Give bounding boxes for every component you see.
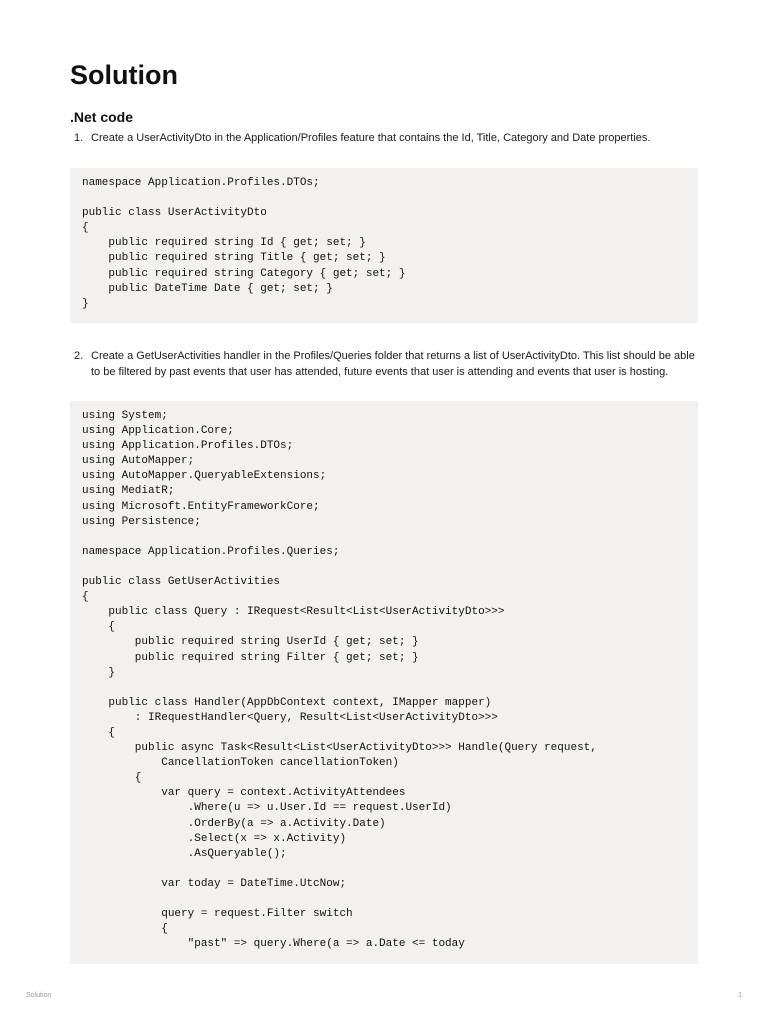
code-line: using Persistence;: [82, 515, 201, 528]
page-title: Solution: [70, 60, 178, 90]
footer-document-title: Solution: [26, 992, 52, 999]
step-number: 1.: [74, 132, 84, 144]
code-line: public required string Title { get; set; }: [82, 252, 386, 265]
code-line: public DateTime Date { get; set; }: [82, 282, 333, 295]
code-line: }: [82, 666, 116, 679]
code-line: using Application.Profiles.DTOs;: [82, 440, 294, 453]
code-line: {: [82, 621, 116, 634]
code-line: "past" => query.Where(a => a.Date <= today: [82, 938, 465, 951]
code-line: public class UserActivityDto: [82, 207, 267, 220]
code-line: public required string Id { get; set; }: [82, 237, 366, 250]
code-line: public class Query : IRequest<Result<List<UserActivityDto>>>: [82, 606, 505, 619]
code-line: using System;: [82, 410, 168, 422]
code-line: public required string Category { get; set; }: [82, 267, 406, 280]
code-line: {: [82, 222, 89, 235]
step-number: 2.: [74, 350, 84, 362]
code-line: [82, 892, 686, 907]
code-line: query = request.Filter switch: [82, 908, 353, 921]
code-line: : IRequestHandler<Query, Result<List<UserActivityDto>>>: [82, 711, 498, 724]
step-item: [74, 349, 698, 380]
code-line: namespace Application.Profiles.Queries;: [82, 545, 340, 558]
code-line: {: [82, 726, 116, 739]
step-text: Create a GetUserActivities handler in the Profiles/Queries folder that returns a list of UserActivityDto. This list should be able to be filtered by past events that user has attended, future events that user is attending and events that user is hosting.: [91, 350, 695, 378]
code-line: }: [82, 297, 89, 310]
code-line: namespace Application.Profiles.DTOs;: [82, 177, 320, 189]
code-line: public required string UserId { get; set; }: [82, 636, 419, 649]
code-line: CancellationToken cancellationToken): [82, 757, 399, 770]
code-line: [82, 681, 686, 696]
code-line: .AsQueryable();: [82, 847, 287, 860]
code-block-dto: [70, 168, 698, 323]
step-text: Create a UserActivityDto in the Application/Profiles feature that contains the Id, Title, Category and Date properties.: [91, 132, 651, 144]
footer-page-number: 1: [738, 992, 742, 999]
code-line: public required string Filter { get; set; }: [82, 651, 419, 664]
code-line: using Application.Core;: [82, 425, 234, 438]
code-line: public class GetUserActivities: [82, 576, 281, 589]
code-line: [82, 560, 686, 575]
code-line: {: [82, 923, 168, 936]
code-line: {: [82, 772, 142, 785]
section-heading: .Net code: [70, 109, 134, 125]
code-line: using AutoMapper;: [82, 455, 195, 468]
code-line: [82, 530, 686, 545]
code-line: .Where(u => u.User.Id == request.UserId): [82, 802, 452, 815]
code-line: .Select(x => x.Activity): [82, 832, 347, 845]
code-line: [82, 862, 686, 877]
code-line: var query = context.ActivityAttendees: [82, 787, 406, 800]
code-line: {: [82, 591, 89, 604]
code-line: using MediatR;: [82, 485, 175, 498]
step-item: [74, 131, 698, 147]
code-line: public async Task<Result<List<UserActivityDto>>> Handle(Query request,: [82, 742, 597, 755]
code-line: using Microsoft.EntityFrameworkCore;: [82, 500, 320, 513]
code-line: public class Handler(AppDbContext context, IMapper mapper): [82, 696, 492, 709]
code-block-handler: [70, 401, 698, 964]
code-line: using AutoMapper.QueryableExtensions;: [82, 470, 327, 483]
code-line: .OrderBy(a => a.Activity.Date): [82, 817, 386, 830]
code-line: [82, 191, 686, 206]
code-line: var today = DateTime.UtcNow;: [82, 877, 347, 890]
